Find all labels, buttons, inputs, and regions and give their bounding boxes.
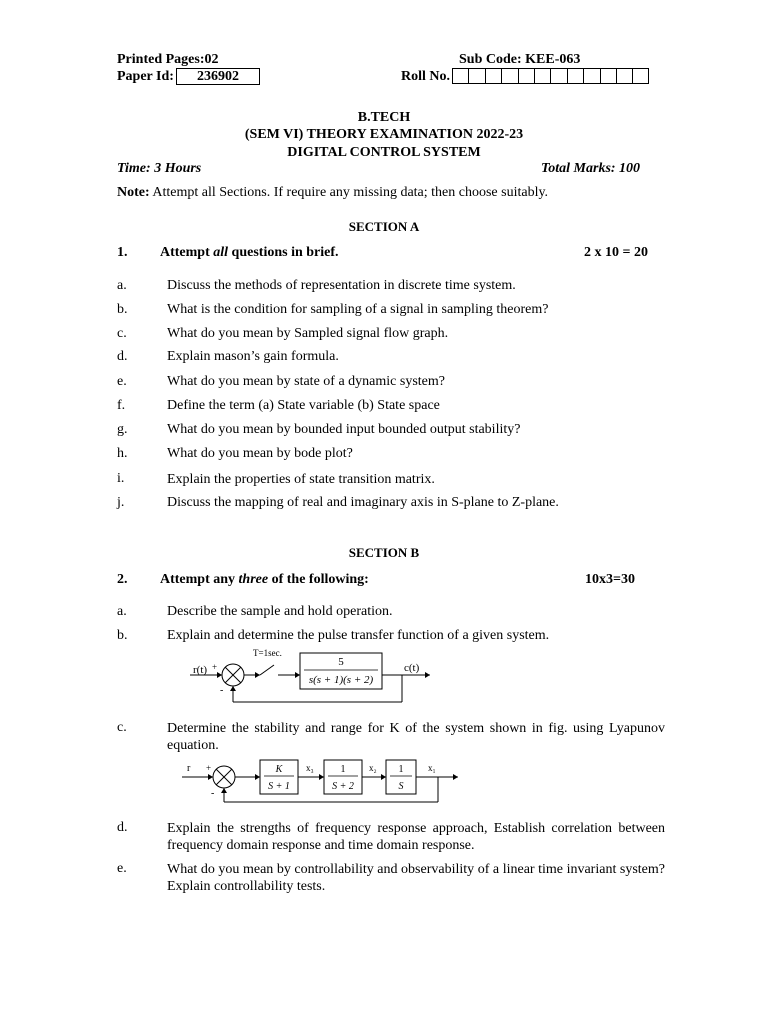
q1-letter: a. bbox=[117, 278, 127, 293]
roll-no-boxes bbox=[452, 68, 649, 84]
section-b-heading: SECTION B bbox=[348, 545, 420, 560]
q2-letter: d. bbox=[117, 820, 128, 835]
q1-letter: e. bbox=[117, 374, 127, 389]
diagram-c-plus: + bbox=[206, 763, 212, 773]
q1-marks: 2 x 10 = 20 bbox=[584, 245, 648, 260]
printed-pages: Printed Pages:02 bbox=[117, 52, 219, 67]
q2-number: 2. bbox=[117, 572, 128, 587]
q2-text: Determine the stability and range for K of the system shown in fig. using Lyapunov equation. bbox=[167, 721, 665, 753]
diagram-c-b2-den: S + 2 bbox=[332, 781, 354, 792]
sub-code: Sub Code: KEE-063 bbox=[459, 52, 581, 67]
sampler-switch bbox=[260, 665, 274, 675]
diagram-c-b1-den: S + 1 bbox=[268, 781, 290, 792]
q1-instr-em: all bbox=[213, 245, 229, 260]
diagram-b-den: s(s + 1)(s + 2) bbox=[308, 674, 374, 686]
q1-text: What do you mean by Sampled signal flow graph. bbox=[167, 326, 449, 341]
q1-text: Explain mason’s gain formula. bbox=[167, 349, 339, 364]
q2-instr-post: of the following: bbox=[268, 572, 369, 587]
note bbox=[117, 185, 548, 201]
diagram-b-minus: - bbox=[220, 685, 224, 696]
section-a-heading: SECTION A bbox=[348, 219, 420, 234]
q2-text: What do you mean by controllability and observability of a linear time invariant system? Explain controllability tests. bbox=[167, 862, 665, 894]
q1-instr-post: questions in brief. bbox=[228, 245, 339, 260]
subject-title: DIGITAL CONTROL SYSTEM bbox=[287, 145, 481, 160]
q1-number: 1. bbox=[117, 245, 128, 260]
q1-letter: d. bbox=[117, 349, 128, 364]
q2-letter: b. bbox=[117, 628, 128, 643]
diagram-b-sampler-label: T=1sec. bbox=[253, 648, 282, 658]
q1-text: Discuss the mapping of real and imaginary axis in S-plane to Z-plane. bbox=[167, 495, 559, 510]
diagram-c-b2-num: 1 bbox=[340, 764, 346, 775]
q1-letter: i. bbox=[117, 471, 125, 486]
note-label: Note: bbox=[117, 185, 150, 200]
q1-text: What do you mean by bode plot? bbox=[167, 446, 353, 461]
q2-instr-em: three bbox=[238, 572, 269, 587]
q2-letter: a. bbox=[117, 604, 127, 619]
diagram-c-minus: - bbox=[211, 788, 215, 799]
lyapunov-diagram bbox=[180, 757, 465, 807]
q2-instr-pre: Attempt any bbox=[160, 572, 239, 587]
q2-text: Explain the strengths of frequency response approach, Establish correlation between frequency domain response and time domain response. bbox=[167, 821, 665, 853]
q1-text: Discuss the methods of representation in discrete time system. bbox=[167, 278, 516, 293]
exam-title: (SEM VI) THEORY EXAMINATION 2022-23 bbox=[244, 127, 524, 142]
paper-id-value: 236902 bbox=[197, 69, 239, 84]
q1-instruction bbox=[160, 245, 339, 261]
q2-marks: 10x3=30 bbox=[585, 572, 635, 587]
total-marks: Total Marks: 100 bbox=[541, 161, 641, 176]
q1-instr-pre: Attempt bbox=[160, 245, 214, 260]
q1-text: Define the term (a) State variable (b) State space bbox=[167, 398, 440, 413]
diagram-b-input: r(t) bbox=[193, 664, 208, 676]
q2-text: Explain and determine the pulse transfer function of a given system. bbox=[167, 628, 550, 643]
diagram-c-x2: x₂ bbox=[369, 763, 377, 773]
q1-text: What do you mean by bounded input bounded output stability? bbox=[167, 422, 521, 437]
diagram-c-x3: x₃ bbox=[306, 763, 314, 773]
diagram-b-num: 5 bbox=[338, 656, 344, 668]
q1-letter: g. bbox=[117, 422, 128, 437]
pulse-transfer-diagram bbox=[190, 645, 440, 705]
paper-id-box bbox=[176, 68, 260, 85]
diagram-c-b1-num: K bbox=[275, 764, 283, 775]
time-allowed: Time: 3 Hours bbox=[117, 161, 202, 176]
q2-letter: e. bbox=[117, 861, 127, 876]
note-text: Attempt all Sections. If require any missing data; then choose suitably. bbox=[152, 185, 549, 200]
diagram-c-b3-num: 1 bbox=[398, 764, 404, 775]
q1-letter: f. bbox=[117, 398, 126, 413]
diagram-b-plus: + bbox=[212, 662, 218, 672]
diagram-b-output: c(t) bbox=[404, 662, 420, 674]
diagram-c-x1: x₁ bbox=[428, 763, 436, 773]
paper-id-label: Paper Id: bbox=[117, 69, 174, 84]
q1-text: Explain the properties of state transition matrix. bbox=[167, 472, 435, 487]
q2-text: Describe the sample and hold operation. bbox=[167, 604, 393, 619]
diagram-c-b3-den: S bbox=[398, 781, 404, 792]
q2-letter: c. bbox=[117, 720, 127, 735]
roll-no-label: Roll No. bbox=[401, 69, 450, 84]
q1-letter: c. bbox=[117, 326, 127, 341]
q2-instruction bbox=[160, 572, 369, 588]
q1-letter: h. bbox=[117, 446, 128, 461]
degree-title: B.TECH bbox=[357, 110, 411, 125]
q1-text: What do you mean by state of a dynamic system? bbox=[167, 374, 445, 389]
q1-letter: b. bbox=[117, 302, 128, 317]
q1-letter: j. bbox=[117, 495, 125, 510]
diagram-c-input: r bbox=[187, 763, 191, 774]
q1-text: What is the condition for sampling of a signal in sampling theorem? bbox=[167, 302, 549, 317]
